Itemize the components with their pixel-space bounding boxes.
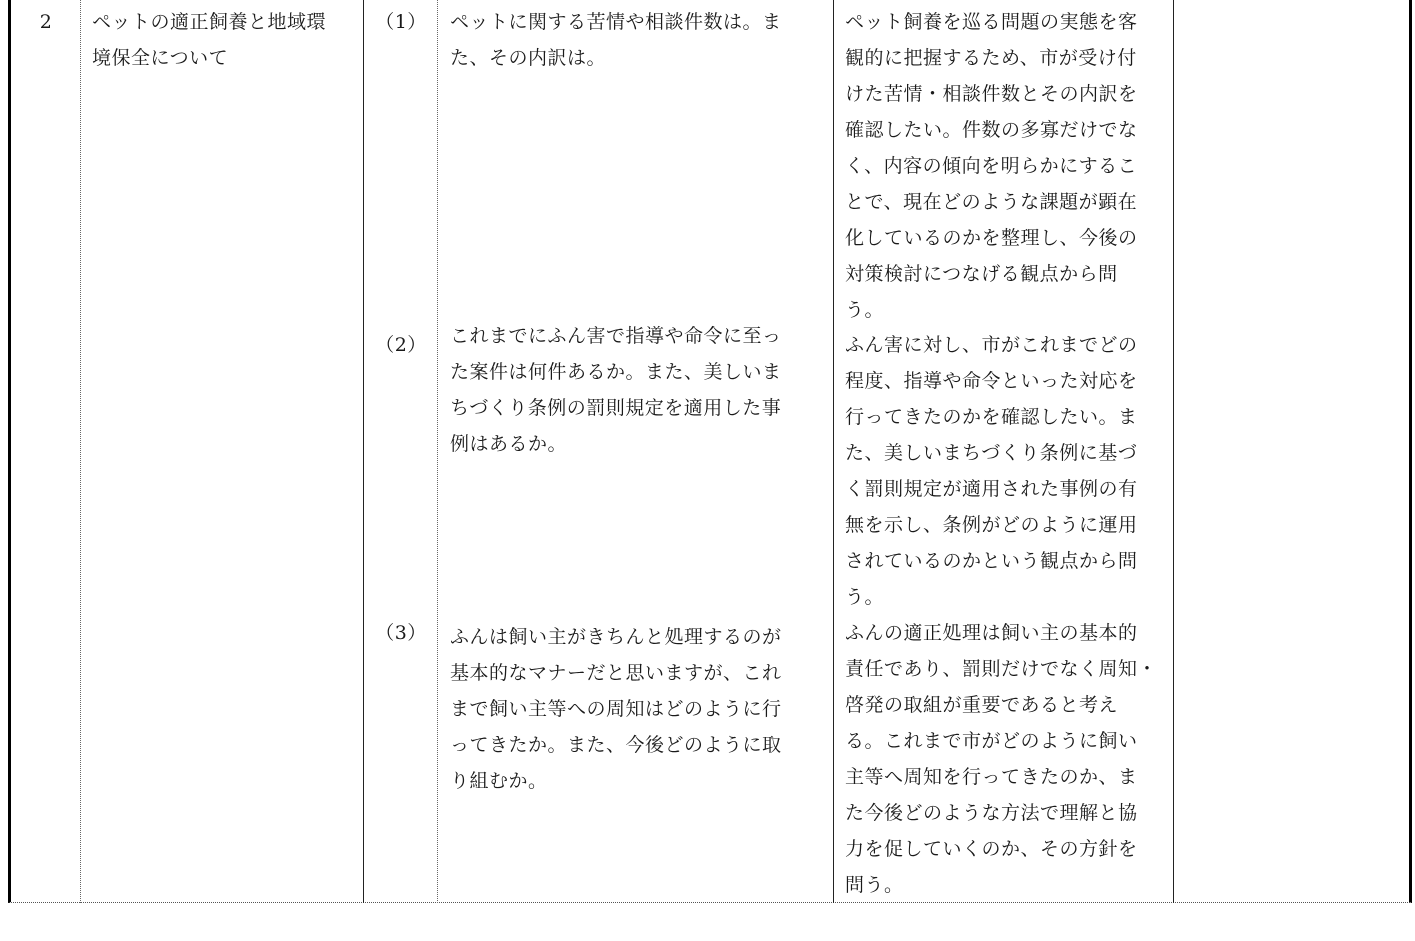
question-cell: [438, 0, 834, 903]
reason-3: ふんの適正処理は飼い主の基本的 責任であり、罰則だけでなく周知・ 啓発の取組が重要であると考え る。これまで市がどのように飼い 主等へ周知を行ってきたのか、ま た今後どのような方法で理解と協 力を促していくのか、その方針を 問う。: [845, 622, 1158, 896]
notes-cell: [1174, 0, 1412, 903]
item-number: 2: [39, 11, 53, 33]
question-1: ペットに関する苦情や相談件数は。ま た、その内訳は。: [450, 11, 782, 69]
sub-number-2: （2）: [375, 334, 427, 356]
item-number-cell: [11, 0, 81, 903]
reason-2: ふん害に対し、市がこれまでどの 程度、指導や命令といった対応を 行ってきたのかを確認したい。ま た、美しいまちづくり条例に基づ く罰則規定が適用された事例の有 無を示し、条例がどのように運用 されているのかという観点から問 う。: [845, 334, 1138, 608]
question-3: ふんは飼い主がきちんと処理するのが 基本的なマナーだと思いますが、これ まで飼い主等への周知はどのように行 ってきたか。また、今後どのように取 り組むか。: [450, 626, 782, 792]
reason-cell: [834, 0, 1174, 903]
question-2: これまでにふん害で指導や命令に至っ た案件は何件あるか。また、美しいま ちづくり条例の罰則規定を適用した事 例はあるか。: [450, 325, 782, 455]
item-title-cell: [81, 0, 364, 903]
sub-number-cell: [364, 0, 438, 903]
sub-number-3: （3）: [375, 622, 427, 644]
question-table-row: [8, 0, 1412, 903]
reason-1: ペット飼養を巡る問題の実態を客 観的に把握するため、市が受け付 けた苦情・相談件数とその内訳を 確認したい。件数の多寡だけでな く、内容の傾向を明らかにするこ とで、現在どのような課題が顕在 化しているのかを整理し、今後の 対策検討につなげる観点から問 う。: [845, 11, 1138, 321]
item-title: ペットの適正飼養と地域環 境保全について: [92, 11, 327, 69]
sub-number-1: （1）: [375, 11, 427, 33]
